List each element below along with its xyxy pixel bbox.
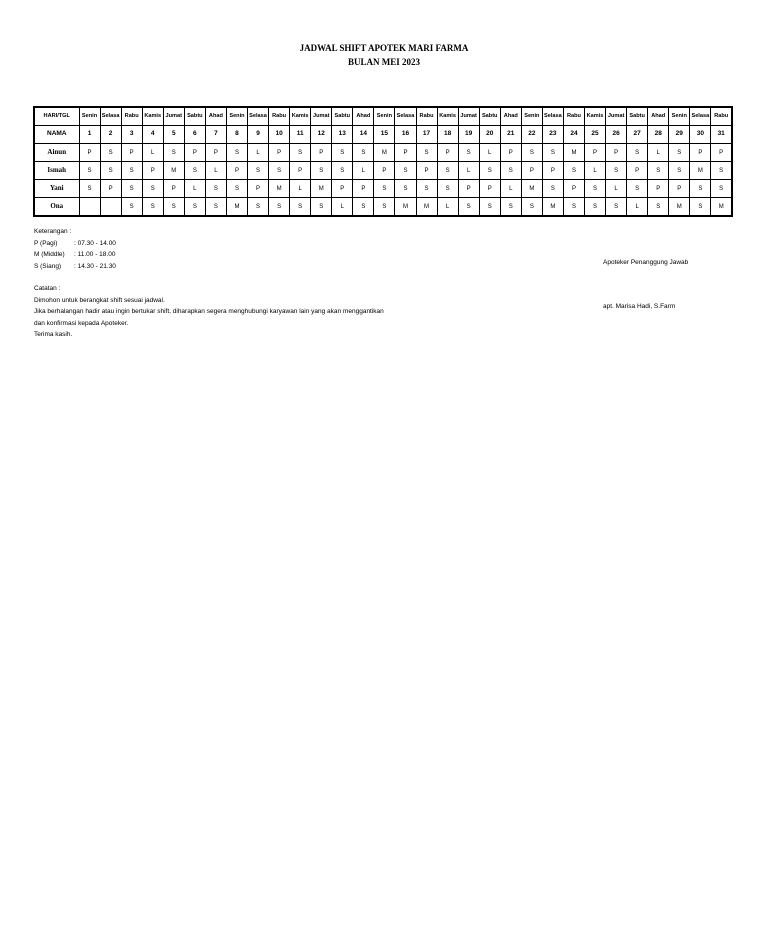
- day-cell: Sabtu: [184, 107, 205, 126]
- shift-cell: P: [353, 180, 374, 198]
- date-cell: 27: [627, 126, 648, 144]
- day-cell: Jumat: [311, 107, 332, 126]
- day-cell: Rabu: [121, 107, 142, 126]
- shift-cell: M: [416, 198, 437, 217]
- legend-item: [34, 261, 384, 273]
- shift-cell: S: [627, 180, 648, 198]
- date-cell: 23: [542, 126, 563, 144]
- staff-name: Ona: [34, 198, 79, 217]
- date-cell: 24: [563, 126, 584, 144]
- shift-cell: P: [332, 180, 353, 198]
- date-header-row: [34, 126, 732, 144]
- day-cell: Ahad: [205, 107, 226, 126]
- shift-cell: S: [248, 162, 269, 180]
- shift-cell: L: [248, 144, 269, 162]
- shift-cell: S: [395, 162, 416, 180]
- shift-cell: M: [542, 198, 563, 217]
- shift-cell: S: [416, 180, 437, 198]
- signature-role: Apoteker Penanggung Jawab: [603, 259, 689, 266]
- shift-cell: P: [184, 144, 205, 162]
- day-cell: Sabtu: [627, 107, 648, 126]
- shift-cell: M: [226, 198, 247, 217]
- day-cell: Jumat: [163, 107, 184, 126]
- legend-time: : 11.00 - 18.00: [74, 251, 116, 258]
- page-title: JADWAL SHIFT APOTEK MARI FARMA: [299, 43, 469, 53]
- shift-cell: S: [627, 144, 648, 162]
- day-cell: Ahad: [500, 107, 521, 126]
- shift-cell: L: [290, 180, 311, 198]
- note-line: Jika berhalangan hadir atau ingin bertukar shift, diharapkan segera menghubungi karyawan lain yang akan menggantikan: [34, 308, 384, 315]
- shift-cell: S: [121, 198, 142, 217]
- shift-cell: S: [395, 180, 416, 198]
- shift-cell: S: [332, 144, 353, 162]
- date-cell: 11: [290, 126, 311, 144]
- day-cell: Rabu: [269, 107, 290, 126]
- shift-cell: L: [585, 162, 606, 180]
- day-cell: Selasa: [690, 107, 711, 126]
- day-cell: Kamis: [290, 107, 311, 126]
- shift-cell: S: [711, 180, 732, 198]
- shift-cell: M: [521, 180, 542, 198]
- shift-cell: S: [669, 162, 690, 180]
- day-cell: Sabtu: [479, 107, 500, 126]
- shift-cell: S: [121, 180, 142, 198]
- day-cell: Sabtu: [332, 107, 353, 126]
- shift-cell: S: [142, 180, 163, 198]
- shift-cell: L: [500, 180, 521, 198]
- shift-cell: S: [290, 198, 311, 217]
- shift-cell: S: [353, 144, 374, 162]
- legend-code: S (Siang): [34, 262, 62, 270]
- shift-cell: P: [163, 180, 184, 198]
- shift-cell: S: [226, 180, 247, 198]
- shift-cell: M: [269, 180, 290, 198]
- shift-cell: S: [690, 180, 711, 198]
- shift-cell: S: [332, 162, 353, 180]
- header-label: HARI/TGL: [34, 107, 79, 126]
- shift-cell: L: [606, 180, 627, 198]
- shift-cell: S: [521, 144, 542, 162]
- shift-cell: P: [542, 162, 563, 180]
- day-cell: Ahad: [648, 107, 669, 126]
- shift-cell: P: [121, 144, 142, 162]
- day-cell: Ahad: [353, 107, 374, 126]
- shift-cell: P: [563, 180, 584, 198]
- shift-cell: S: [290, 144, 311, 162]
- shift-cell: S: [311, 162, 332, 180]
- shift-cell: S: [163, 144, 184, 162]
- shift-cell: S: [585, 198, 606, 217]
- shift-cell: L: [205, 162, 226, 180]
- shift-cell: M: [163, 162, 184, 180]
- shift-cell: P: [290, 162, 311, 180]
- day-cell: Kamis: [142, 107, 163, 126]
- shift-cell: S: [585, 180, 606, 198]
- shift-cell: L: [648, 144, 669, 162]
- shift-cell: P: [437, 144, 458, 162]
- day-cell: Senin: [226, 107, 247, 126]
- note-line: Dimohon untuk berangkat shift sesuai jadwal.: [34, 296, 165, 304]
- shift-cell: S: [226, 144, 247, 162]
- shift-cell: S: [500, 162, 521, 180]
- legend-heading: Keterangan :: [34, 228, 72, 235]
- signature-name: apt. Marisa Hadi, S.Farm: [603, 303, 676, 310]
- date-cell: 21: [500, 126, 521, 144]
- notes-heading: Catatan :: [34, 285, 61, 292]
- staff-row: [34, 180, 732, 198]
- shift-cell: S: [79, 162, 100, 180]
- shift-cell: P: [500, 144, 521, 162]
- shift-cell: S: [205, 198, 226, 217]
- date-cell: 26: [606, 126, 627, 144]
- day-cell: Rabu: [711, 107, 732, 126]
- shift-cell: P: [205, 144, 226, 162]
- shift-cell: P: [690, 144, 711, 162]
- shift-cell: S: [374, 180, 395, 198]
- staff-row: [34, 144, 732, 162]
- shift-cell: L: [479, 144, 500, 162]
- shift-cell: P: [374, 162, 395, 180]
- shift-cell: P: [669, 180, 690, 198]
- shift-cell: S: [606, 198, 627, 217]
- date-cell: 7: [205, 126, 226, 144]
- date-cell: 1: [79, 126, 100, 144]
- day-cell: Senin: [374, 107, 395, 126]
- date-cell: 3: [121, 126, 142, 144]
- day-header-row: [34, 107, 732, 126]
- shift-cell: S: [100, 144, 121, 162]
- shift-cell: L: [437, 198, 458, 217]
- shift-cell: P: [606, 144, 627, 162]
- shift-cell: S: [458, 198, 479, 217]
- date-cell: 17: [416, 126, 437, 144]
- shift-cell: S: [563, 162, 584, 180]
- shift-cell: [100, 198, 121, 217]
- date-cell: 29: [669, 126, 690, 144]
- shift-cell: P: [79, 144, 100, 162]
- note-line: dan konfirmasi kepada Apoteker.: [34, 319, 129, 327]
- day-cell: Rabu: [563, 107, 584, 126]
- shift-cell: L: [458, 162, 479, 180]
- shift-cell: S: [500, 198, 521, 217]
- shift-cell: S: [142, 198, 163, 217]
- shift-cell: S: [79, 180, 100, 198]
- day-cell: Rabu: [416, 107, 437, 126]
- shift-cell: M: [669, 198, 690, 217]
- shift-cell: P: [458, 180, 479, 198]
- staff-row: [34, 198, 732, 217]
- legend-time: : 07.30 - 14.00: [74, 239, 116, 247]
- shift-cell: P: [711, 144, 732, 162]
- date-cell: 4: [142, 126, 163, 144]
- shift-cell: P: [142, 162, 163, 180]
- shift-cell: M: [690, 162, 711, 180]
- shift-cell: S: [521, 198, 542, 217]
- shift-cell: L: [353, 162, 374, 180]
- note-line: Terima kasih.: [34, 331, 73, 338]
- legend-item: [34, 249, 384, 261]
- shift-cell: S: [542, 144, 563, 162]
- day-cell: Selasa: [542, 107, 563, 126]
- day-cell: Senin: [669, 107, 690, 126]
- shift-cell: M: [563, 144, 584, 162]
- shift-cell: P: [248, 180, 269, 198]
- shift-cell: S: [269, 162, 290, 180]
- shift-cell: S: [163, 198, 184, 217]
- shift-cell: M: [711, 198, 732, 217]
- day-cell: Selasa: [248, 107, 269, 126]
- day-cell: Kamis: [585, 107, 606, 126]
- legend-time: : 14.30 - 21.30: [74, 262, 116, 270]
- shift-cell: [79, 198, 100, 217]
- shift-cell: P: [521, 162, 542, 180]
- date-cell: 28: [648, 126, 669, 144]
- date-cell: 31: [711, 126, 732, 144]
- shift-cell: S: [437, 180, 458, 198]
- shift-cell: M: [374, 144, 395, 162]
- shift-cell: S: [563, 198, 584, 217]
- shift-cell: P: [648, 180, 669, 198]
- shift-cell: S: [184, 162, 205, 180]
- day-cell: Senin: [521, 107, 542, 126]
- shift-cell: S: [248, 198, 269, 217]
- date-cell: 22: [521, 126, 542, 144]
- shift-cell: S: [374, 198, 395, 217]
- day-cell: Senin: [79, 107, 100, 126]
- shift-cell: S: [479, 162, 500, 180]
- date-cell: 8: [226, 126, 247, 144]
- shift-cell: P: [269, 144, 290, 162]
- shift-cell: S: [542, 180, 563, 198]
- shift-cell: S: [205, 180, 226, 198]
- date-cell: 10: [269, 126, 290, 144]
- date-cell: 19: [458, 126, 479, 144]
- name-label: NAMA: [34, 126, 79, 144]
- shift-cell: M: [395, 198, 416, 217]
- shift-cell: M: [311, 180, 332, 198]
- shift-cell: S: [479, 198, 500, 217]
- shift-cell: S: [184, 198, 205, 217]
- staff-row: [34, 162, 732, 180]
- date-cell: 18: [437, 126, 458, 144]
- shift-cell: S: [690, 198, 711, 217]
- staff-name: Ainun: [34, 144, 79, 162]
- date-cell: 30: [690, 126, 711, 144]
- legend-code: P (Pagi): [34, 239, 58, 247]
- day-cell: Selasa: [100, 107, 121, 126]
- date-cell: 16: [395, 126, 416, 144]
- shift-cell: P: [479, 180, 500, 198]
- page-subtitle: BULAN MEI 2023: [347, 57, 420, 67]
- shift-cell: S: [121, 162, 142, 180]
- shift-cell: L: [142, 144, 163, 162]
- shift-cell: L: [627, 198, 648, 217]
- date-cell: 25: [585, 126, 606, 144]
- shift-cell: S: [648, 162, 669, 180]
- shift-cell: S: [458, 144, 479, 162]
- shift-cell: S: [606, 162, 627, 180]
- staff-name: Ismah: [34, 162, 79, 180]
- shift-cell: L: [332, 198, 353, 217]
- day-cell: Jumat: [606, 107, 627, 126]
- date-cell: 13: [332, 126, 353, 144]
- date-cell: 12: [311, 126, 332, 144]
- day-cell: Kamis: [437, 107, 458, 126]
- shift-cell: S: [437, 162, 458, 180]
- day-cell: Jumat: [458, 107, 479, 126]
- shift-cell: P: [100, 180, 121, 198]
- legend-item: [34, 238, 384, 250]
- shift-cell: S: [353, 198, 374, 217]
- legend-code: M (Middle): [34, 251, 65, 258]
- shift-cell: S: [100, 162, 121, 180]
- shift-cell: L: [184, 180, 205, 198]
- shift-cell: P: [226, 162, 247, 180]
- date-cell: 2: [100, 126, 121, 144]
- shift-cell: P: [585, 144, 606, 162]
- date-cell: 5: [163, 126, 184, 144]
- shift-cell: S: [669, 144, 690, 162]
- staff-name: Yani: [34, 180, 79, 198]
- date-cell: 14: [353, 126, 374, 144]
- date-cell: 20: [479, 126, 500, 144]
- date-cell: 15: [374, 126, 395, 144]
- shift-cell: P: [627, 162, 648, 180]
- date-cell: 6: [184, 126, 205, 144]
- date-cell: 9: [248, 126, 269, 144]
- shift-cell: S: [648, 198, 669, 217]
- shift-cell: S: [269, 198, 290, 217]
- shift-cell: S: [311, 198, 332, 217]
- day-cell: Selasa: [395, 107, 416, 126]
- shift-cell: P: [311, 144, 332, 162]
- shift-cell: P: [416, 162, 437, 180]
- notes-section: [34, 226, 384, 341]
- shift-cell: S: [711, 162, 732, 180]
- shift-cell: P: [395, 144, 416, 162]
- shift-schedule-table: [33, 106, 733, 217]
- shift-cell: S: [416, 144, 437, 162]
